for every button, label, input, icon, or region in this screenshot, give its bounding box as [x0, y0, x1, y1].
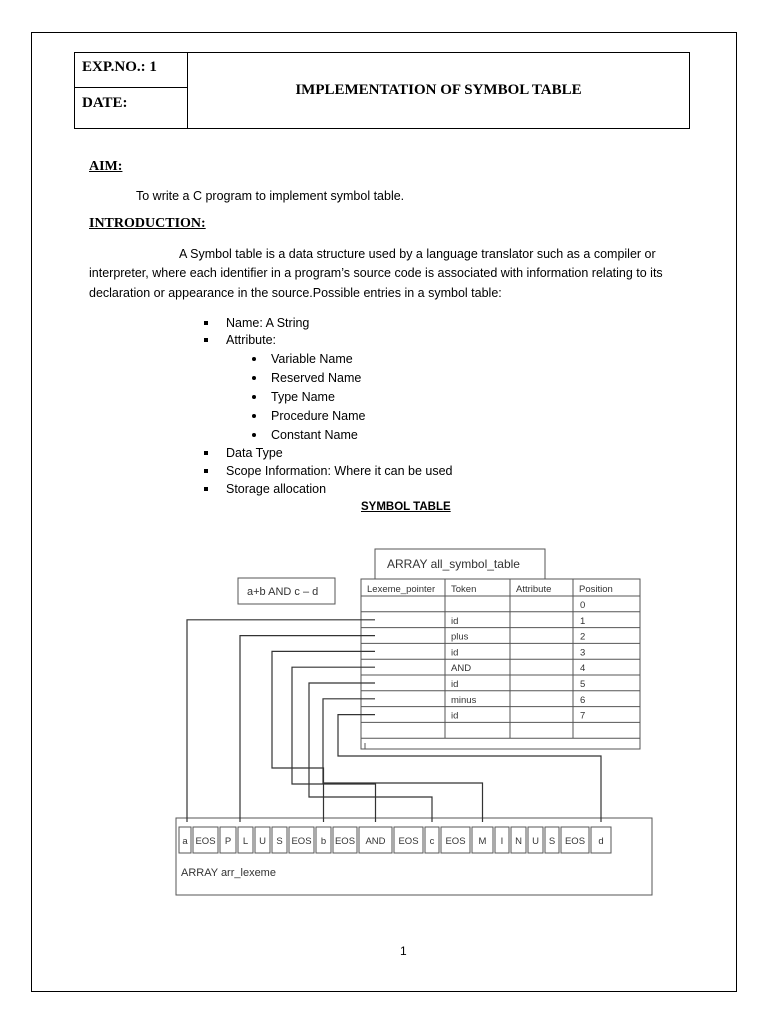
- table-cell-position: 7: [580, 710, 586, 722]
- lexeme-cell-label: EOS: [398, 836, 419, 847]
- table-cell-position: 6: [580, 694, 586, 706]
- lexeme-cell-label: EOS: [564, 836, 586, 847]
- table-column-header: Attribute: [516, 584, 552, 595]
- intro-line-2: interpreter, where each identifier in a program’s source code is associated with information relating to its: [89, 266, 663, 280]
- table-cell-token: plus: [451, 631, 469, 643]
- lexeme-cell-label: a: [182, 836, 188, 847]
- table-cell-position: 1: [580, 615, 586, 627]
- introduction-heading: INTRODUCTION:: [89, 216, 206, 231]
- table-column-header: Lexeme_pointer: [367, 584, 436, 595]
- lexeme-cell-label: N: [515, 836, 522, 847]
- pointer-connector: [187, 620, 375, 822]
- table-cell-token: id: [451, 647, 459, 659]
- table-column-header: Token: [451, 584, 477, 595]
- lexeme-cell-label: M: [478, 836, 487, 847]
- aim-heading: AIM:: [89, 159, 123, 174]
- list-item-label: Storage allocation: [226, 482, 327, 496]
- diagram-title: SYMBOL TABLE: [361, 501, 451, 513]
- sub-list-item-label: Reserved Name: [271, 371, 362, 385]
- lexeme-cell-label: P: [224, 836, 232, 847]
- lexeme-cell-label: EOS: [195, 836, 216, 847]
- lexeme-cell-label: EOS: [334, 836, 356, 847]
- document-title: IMPLEMENTATION OF SYMBOL TABLE: [295, 82, 582, 98]
- lexeme-cell-label: S: [276, 836, 283, 847]
- lexeme-cell-label: U: [532, 836, 539, 847]
- lexeme-array-label: ARRAY arr_lexeme: [181, 867, 276, 879]
- lexeme-cell-label: S: [548, 836, 556, 847]
- lexeme-cell-label: L: [242, 836, 249, 847]
- lexeme-array: [179, 827, 611, 853]
- sub-list-item-label: Variable Name: [271, 352, 353, 366]
- table-cell-token: minus: [451, 694, 477, 706]
- sub-list-item-label: Constant Name: [271, 428, 358, 442]
- lexeme-cell-label: b: [320, 836, 327, 847]
- table-cell-token: id: [451, 679, 459, 690]
- lexeme-cell-label: c: [429, 836, 435, 847]
- sub-list-item-label: Procedure Name: [271, 409, 366, 423]
- table-cell-position: 4: [580, 663, 586, 675]
- expression-label: a+b AND c – d: [247, 586, 319, 598]
- table-cell-position: 2: [580, 631, 586, 643]
- sub-list-item-label: Type Name: [271, 390, 335, 404]
- symbol-table-array-label: ARRAY all_symbol_table: [387, 557, 520, 571]
- aim-text: To write a C program to implement symbol table.: [136, 189, 405, 203]
- lexeme-cell-label: U: [259, 836, 266, 847]
- lexeme-cell-label: AND: [365, 836, 386, 847]
- lexeme-cell-label: I: [500, 836, 504, 847]
- table-cell-position: 5: [580, 679, 586, 690]
- pointer-connector: [240, 636, 375, 822]
- list-item-label: Attribute:: [226, 333, 277, 347]
- date-label: DATE:: [82, 95, 128, 111]
- page-number: 1: [400, 944, 407, 958]
- list-item-label: Name: A String: [226, 316, 310, 330]
- table-cell-token: id: [451, 710, 459, 722]
- list-item-label: Scope Information: Where it can be used: [226, 464, 453, 478]
- intro-line-1: A Symbol table is a data structure used by a language translator such as a compiler or: [179, 247, 656, 261]
- table-cell-token: id: [451, 615, 459, 627]
- table-cell-position: 0: [580, 600, 586, 611]
- table-cell-position: 3: [580, 647, 586, 659]
- lexeme-cell-label: d: [598, 836, 604, 847]
- intro-line-3: declaration or appearance in the source.Possible entries in a symbol table:: [89, 286, 502, 300]
- exp-no-label: EXP.NO.: 1: [82, 59, 157, 75]
- list-item-label: Data Type: [226, 446, 283, 460]
- table-cell-token: AND: [451, 663, 472, 675]
- lexeme-cell-label: EOS: [445, 836, 466, 847]
- lexeme-cell-label: EOS: [291, 836, 312, 847]
- table-column-header: Position: [579, 584, 613, 595]
